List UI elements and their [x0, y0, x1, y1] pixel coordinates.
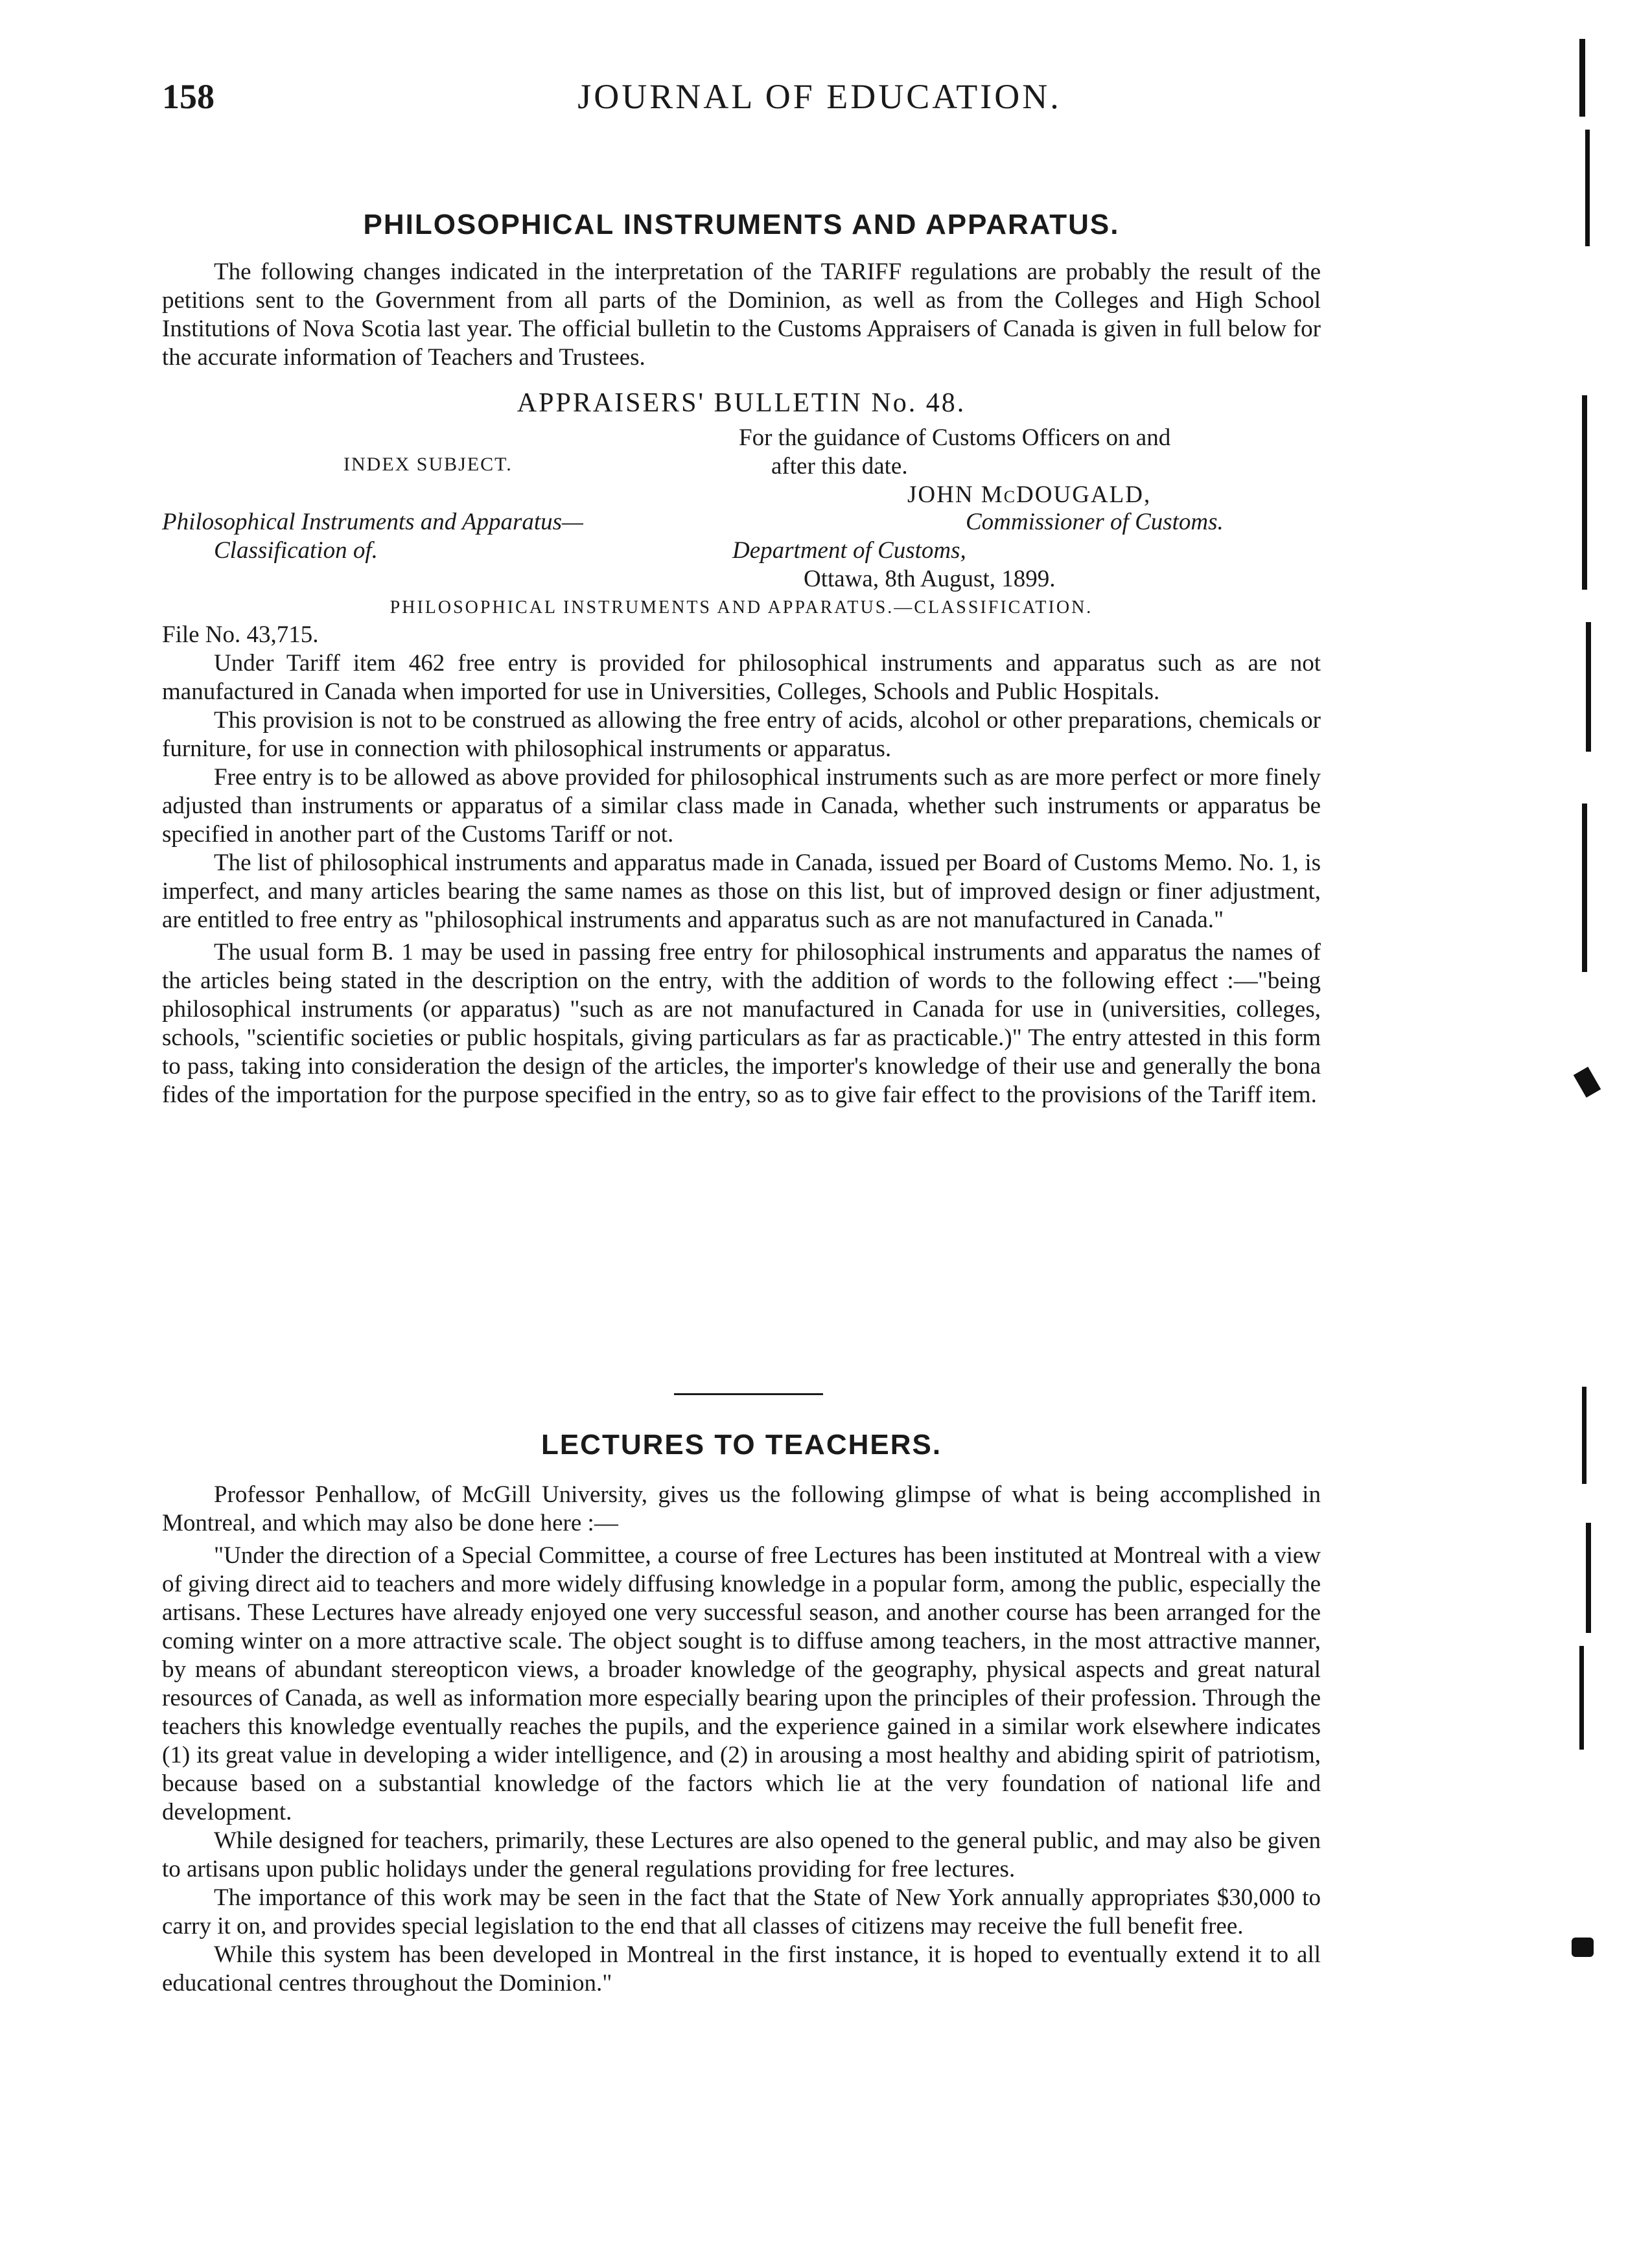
bulletin-header-block: [162, 424, 1321, 592]
guidance-line-2: after this date.: [771, 453, 908, 480]
classification-caption: PHILOSOPHICAL INSTRUMENTS AND APPARATUS.—CLASSIFICATION.: [389, 597, 1093, 618]
lecture-paragraph: Professor Penhallow, of McGill University, gives us the following glimpse of what is being accomplished in Montreal, and which may also be done here :—: [162, 1481, 1321, 1536]
section-philosophical-instruments: [162, 209, 1321, 1109]
bulletin-paragraph: Under Tariff item 462 free entry is provided for philosophical instruments and apparatus such as are not manufactured in Canada when imported for use in Universities, Colleges, Schools and Public Hospitals.: [162, 650, 1321, 705]
place-date-line: Ottawa, 8th August, 1899.: [804, 566, 1056, 592]
lecture-paragraph: While designed for teachers, primarily, these Lectures are also opened to the general public, and may also be given to artisans upon public holidays under the general regulations providing for free lectures.: [162, 1827, 1321, 1882]
bulletin-title: APPRAISERS' BULLETIN No. 48.: [517, 388, 966, 418]
index-subject-label: INDEX SUBJECT.: [343, 454, 513, 475]
lecture-paragraph: While this system has been developed in Montreal in the first instance, it is hoped to eventually extend it to all educational centres throughout the Dominion.": [162, 1941, 1321, 1996]
section-lectures-to-teachers: [162, 1429, 1321, 1998]
intro-paragraph: The following changes indicated in the interpretation of the TARIFF regulations are probably the result of the petitions sent to the Government from all parts of the Dominion, as well as from the Colleges and High School Institutions of Nova Scotia last year. The official bulletin to the Customs Appraisers of Canada is given in full below for the accurate information of Teachers and Trustees.: [162, 259, 1321, 371]
bulletin-paragraph: Free entry is to be allowed as above provided for philosophical instruments such as are more perfect or more finely adjusted than instruments or apparatus of a similar class made in Canada, whether such instruments or apparatus be specified in another part of the Customs Tariff or not.: [162, 764, 1321, 848]
department-line: Department of Customs,: [732, 537, 966, 564]
file-number: File No. 43,715.: [162, 621, 319, 648]
signer-title: Commissioner of Customs.: [966, 509, 1224, 535]
subject-line-2: Classification of.: [214, 537, 378, 564]
section-divider: [674, 1393, 823, 1395]
lecture-paragraph: The importance of this work may be seen in the fact that the State of New York annually appropriates $30,000 to carry it on, and provides special legislation to the end that all classes of citizens may receive the full benefit free.: [162, 1884, 1321, 1939]
signer-name: JOHN McDOUGALD,: [907, 481, 1152, 508]
bulletin-paragraph: This provision is not to be construed as allowing the free entry of acids, alcohol or other preparations, chemicals or furniture, for use in connection with philosophical instruments or apparatus.: [162, 707, 1321, 762]
bulletin-paragraph: The usual form B. 1 may be used in passing free entry for philosophical instruments and apparatus the names of the articles being stated in the description on the entry, with the addition of words to the following effect :—"being philosophical instruments (or apparatus) "such as are not manufactured in Canada for use in (universities, colleges, schools, "scientific societies or public hospitals, giving particulars as far as practicable.)" The entry attested in this form to pass, taking into consideration the design of the articles, the importer's knowledge of their use and generally the bona fides of the importation for the purpose specified in the entry, so as to give fair effect to the provisions of the Tariff item.: [162, 939, 1321, 1108]
lecture-paragraph: "Under the direction of a Special Committee, a course of free Lectures has been instituted at Montreal with a view of giving direct aid to teachers and more widely diffusing knowledge in a popular form, among the public, especially the artisans. These Lectures have already enjoyed one very successful season, and another course has been arranged for the coming winter on a more attractive scale. The object sought is to diffuse among teachers, in the most attractive manner, by means of abundant stereopticon views, a broader knowledge of the geography, physical aspects and great natural resources of Canada, as well as information more especially bearing upon the principles of their profession. Through the teachers this knowledge eventually reaches the pupils, and the experience gained in a similar work elsewhere indicates (1) its great value in developing a wider intelligence, and (2) in arousing a most healthy and abiding spirit of patriotism, because based on a substantial knowledge of the factors which lie at the very foundation of national life and development.: [162, 1542, 1321, 1825]
subject-line-1: Philosophical Instruments and Apparatus—: [162, 509, 583, 535]
section-title: LECTURES TO TEACHERS.: [541, 1429, 942, 1461]
section-title: PHILOSOPHICAL INSTRUMENTS AND APPARATUS.: [363, 209, 1120, 240]
guidance-line-1: For the guidance of Customs Officers on and: [739, 424, 1171, 451]
page-number: 158: [162, 77, 215, 116]
bulletin-paragraph: The list of philosophical instruments and apparatus made in Canada, issued per Board of Customs Memo. No. 1, is imperfect, and many articles bearing the same names as those on this list, but of improved design or finer adjustment, are entitled to free entry as "philosophical instruments and apparatus such as are not manufactured in Canada.": [162, 850, 1321, 933]
running-header: JOURNAL OF EDUCATION.: [577, 77, 1062, 116]
